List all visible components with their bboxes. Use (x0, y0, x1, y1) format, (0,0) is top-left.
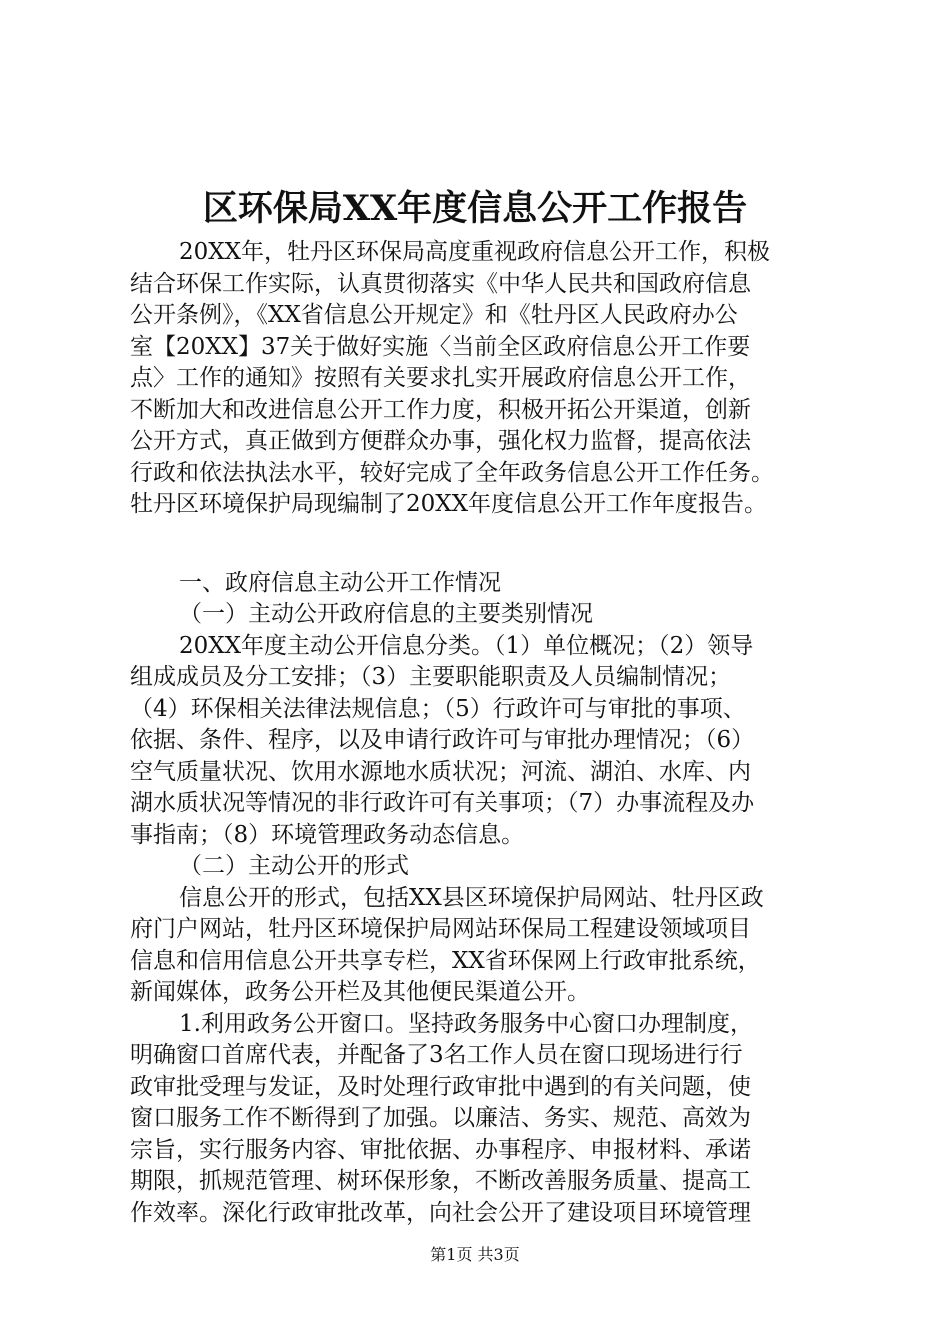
paragraph-line: 期限，抓规范管理、树环保形象，不断改善服务质量、提高工 (130, 1168, 751, 1194)
section-heading: 一、政府信息主动公开工作情况 (179, 569, 501, 596)
paragraph-line: 1.利用政务公开窗口。坚持政务服务中心窗口办理制度， (179, 1010, 753, 1037)
paragraph-line: 20XX年度主动公开信息分类。（1）单位概况；（2）领导 (179, 632, 754, 659)
document-body (130, 237, 830, 1229)
paragraph-line: 湖水质状况等情况的非行政许可有关事项；（7）办事流程及办 (130, 790, 755, 816)
paragraph-line: 信息公开的形式，包括XX县区环境保护局网站、牡丹区政 (179, 884, 764, 911)
paragraph-line: 依据、条件、程序，以及申请行政许可与审批办理情况；（6） (130, 727, 755, 753)
paragraph-line: 不断加大和改进信息公开工作力度，积极开拓公开渠道，创新 (130, 396, 751, 423)
paragraph-line: 宗旨，实行服务内容、审批依据、办事程序、申报材料、承诺 (130, 1136, 751, 1163)
paragraph-line: 新闻媒体，政务公开栏及其他便民渠道公开。 (130, 979, 590, 1005)
paragraph-line: 公开方式，真正做到方便群众办事，强化权力监督，提高依法 (130, 428, 751, 454)
paragraph-line: 空气质量状况、饮用水源地水质状况；河流、湖泊、水库、内 (130, 758, 751, 785)
paragraph-line: 事指南；（8）环境管理政务动态信息。 (130, 821, 525, 848)
document-title: 区环保局XX年度信息公开工作报告 (202, 188, 748, 229)
paragraph-line: 牡丹区环境保护局现编制了20XX年度信息公开工作年度报告。 (130, 491, 768, 517)
paragraph-line: 窗口服务工作不断得到了加强。以廉洁、务实、规范、高效为 (130, 1105, 751, 1131)
paragraph-line: 府门户网站，牡丹区环境保护局网站环保局工程建设领域项目 (130, 916, 751, 942)
paragraph-gap (130, 521, 830, 568)
subsection-heading: （一）主动公开政府信息的主要类别情况 (179, 601, 593, 627)
paragraph-line: 点〉工作的通知》按照有关要求扎实开展政府信息公开工作， (130, 365, 751, 391)
subsection-heading: （二）主动公开的形式 (179, 853, 409, 879)
paragraph-line: 信息和信用信息公开共享专栏，XX省环保网上行政审批系统， (130, 947, 761, 974)
paragraph-line: 明确窗口首席代表，并配备了3名工作人员在窗口现场进行行 (130, 1042, 743, 1068)
paragraph-line: （4）环保相关法律法规信息；（5）行政许可与审批的事项、 (130, 695, 746, 722)
paragraph-line: 政审批受理与发证，及时处理行政审批中遇到的有关问题，使 (130, 1073, 751, 1100)
paragraph-line: 室【20XX】37关于做好实施〈当前全区政府信息公开工作要 (130, 333, 751, 360)
page-number-footer: 第1页 共3页 (430, 1245, 520, 1264)
paragraph-line: 作效率。深化行政审批改革，向社会公开了建设项目环境管理 (130, 1199, 751, 1226)
paragraph-line: 公开条例》，《XX省信息公开规定》和《牡丹区人民政府办公 (130, 302, 738, 328)
paragraph-line: 组成成员及分工安排；（3）主要职能职责及人员编制情况； (130, 664, 732, 690)
paragraph-line: 20XX年，牡丹区环保局高度重视政府信息公开工作，积极 (179, 239, 771, 265)
paragraph-line: 行政和依法执法水平，较好完成了全年政务信息公开工作任务。 (130, 459, 774, 486)
paragraph-line: 结合环保工作实际，认真贯彻落实《中华人民共和国政府信息 (130, 270, 751, 297)
